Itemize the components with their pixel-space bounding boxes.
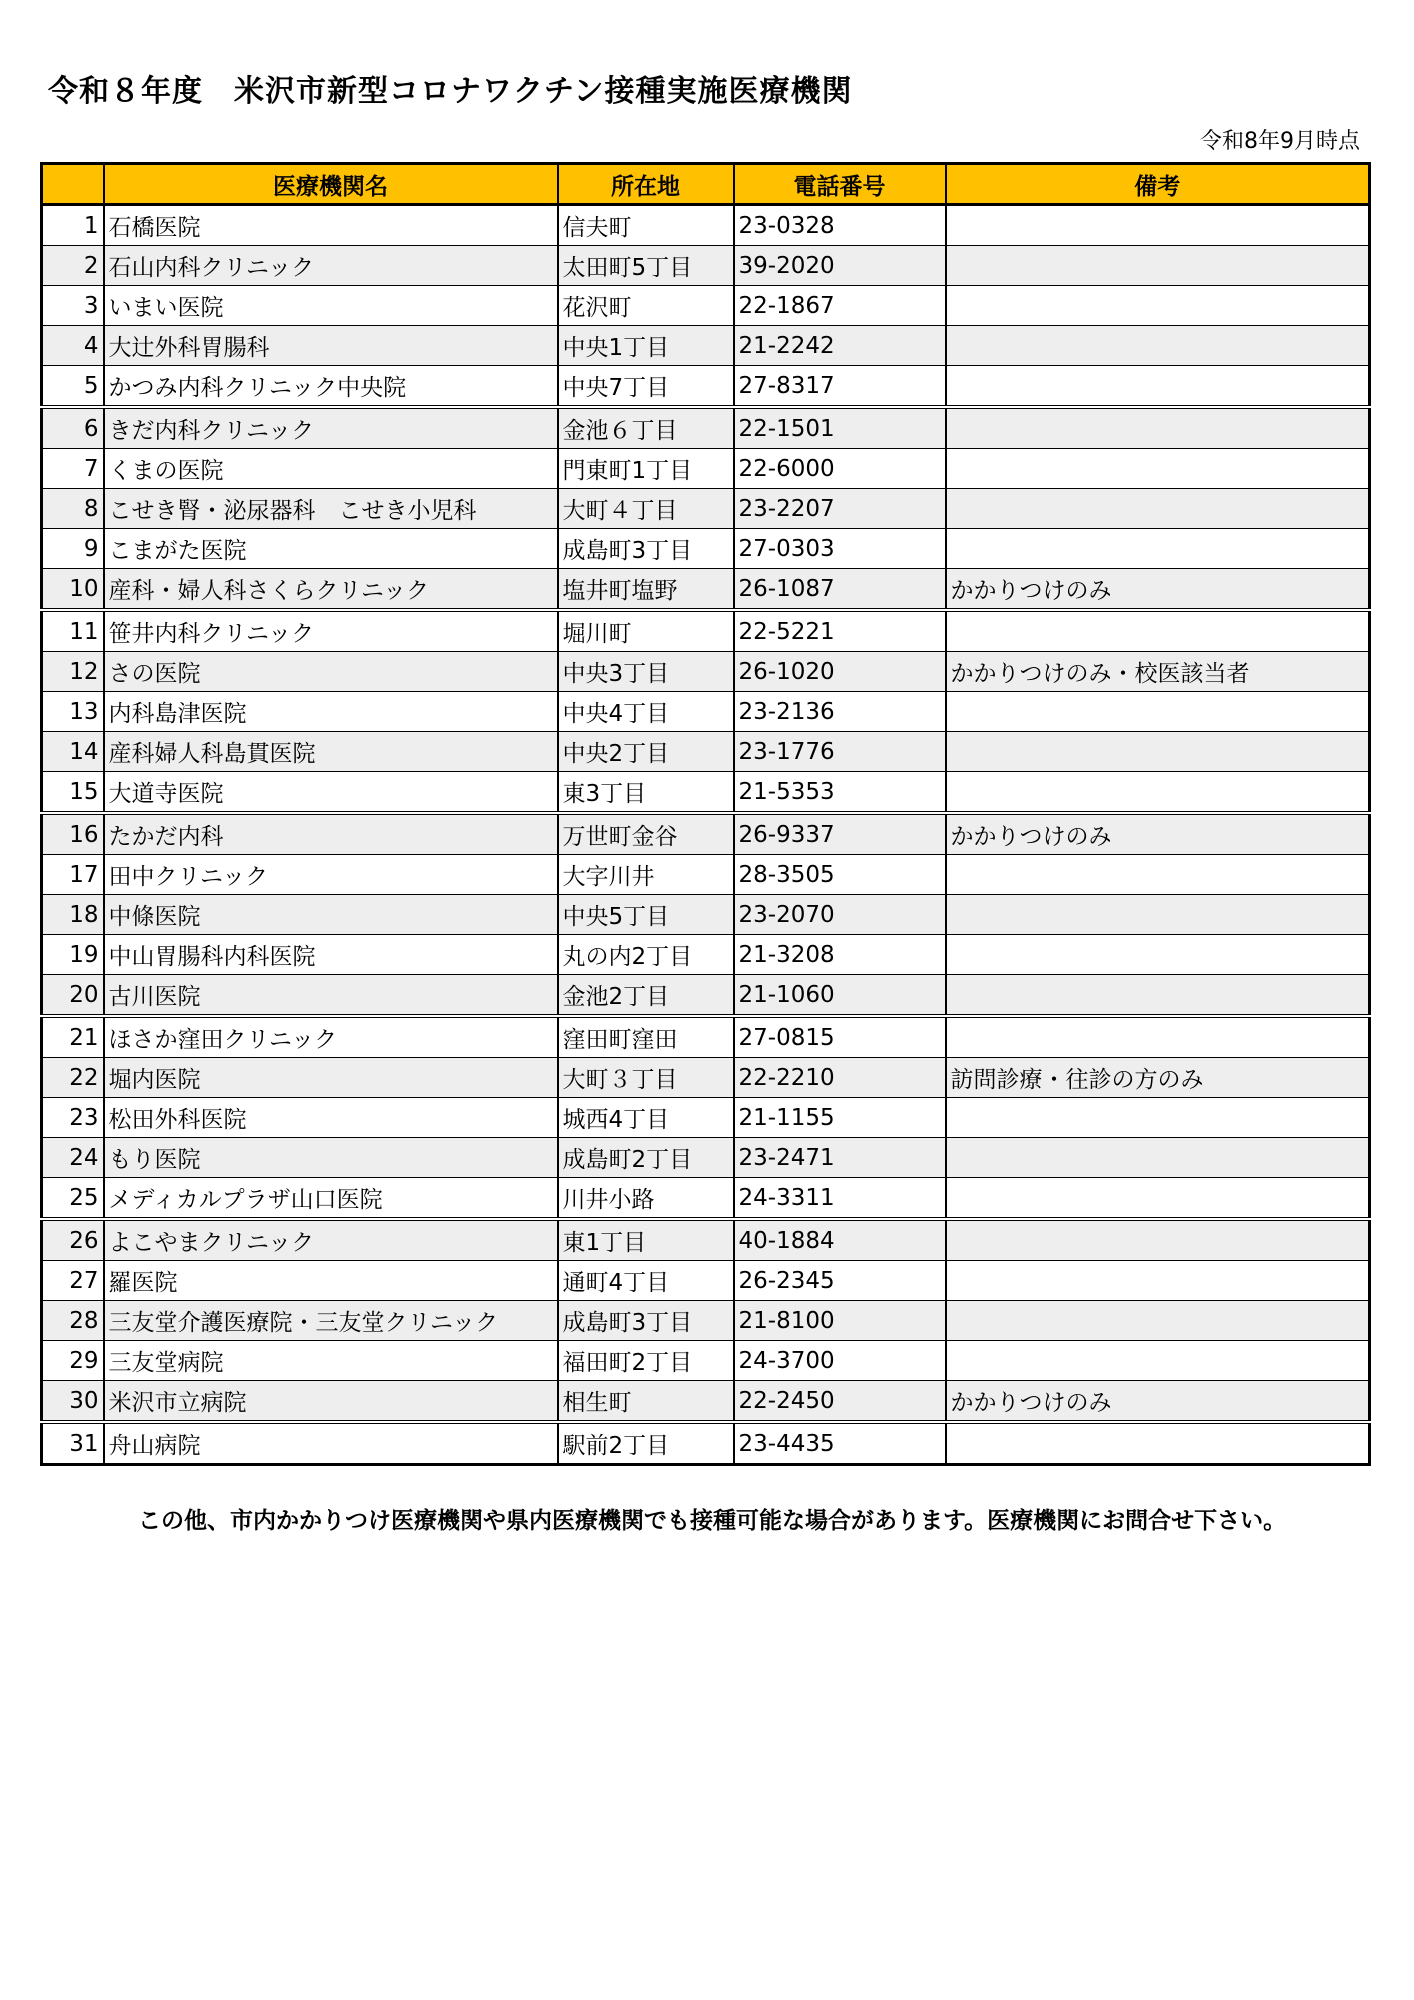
row-number: 18	[42, 895, 104, 935]
table-row	[42, 935, 1370, 975]
clinic-phone: 26-1087	[734, 569, 946, 611]
clinic-name: 米沢市立病院	[104, 1381, 558, 1423]
clinic-address: 川井小路	[558, 1178, 734, 1220]
clinic-name: 松田外科医院	[104, 1098, 558, 1138]
table-row	[42, 895, 1370, 935]
row-number: 22	[42, 1058, 104, 1098]
clinic-name: よこやまクリニック	[104, 1219, 558, 1261]
table-row	[42, 772, 1370, 814]
table-row	[42, 855, 1370, 895]
clinic-name: もり医院	[104, 1138, 558, 1178]
clinic-note	[946, 975, 1370, 1017]
clinic-phone: 21-1060	[734, 975, 946, 1017]
clinic-phone: 23-0328	[734, 205, 946, 246]
table-row	[42, 1381, 1370, 1423]
row-number: 29	[42, 1341, 104, 1381]
clinic-address: 駅前2丁目	[558, 1422, 734, 1465]
row-number: 30	[42, 1381, 104, 1423]
clinic-address: 中央2丁目	[558, 732, 734, 772]
clinic-note: かかりつけのみ	[946, 569, 1370, 611]
footnote: この他、市内かかりつけ医療機関や県内医療機関でも接種可能な場合があります。医療機関にお問合せ下さい。	[138, 1508, 1287, 1534]
clinic-note	[946, 246, 1370, 286]
clinic-phone: 24-3311	[734, 1178, 946, 1220]
clinic-phone: 21-2242	[734, 326, 946, 366]
clinic-phone: 24-3700	[734, 1341, 946, 1381]
clinic-name: 堀内医院	[104, 1058, 558, 1098]
table-row	[42, 1219, 1370, 1261]
clinic-name: メディカルプラザ山口医院	[104, 1178, 558, 1220]
clinic-phone: 27-0815	[734, 1016, 946, 1058]
clinic-name: こまがた医院	[104, 529, 558, 569]
table-row	[42, 407, 1370, 449]
clinic-name: くまの医院	[104, 449, 558, 489]
clinic-note	[946, 1341, 1370, 1381]
clinic-phone: 26-2345	[734, 1261, 946, 1301]
table-row	[42, 610, 1370, 652]
row-number: 31	[42, 1422, 104, 1465]
table-row	[42, 529, 1370, 569]
clinic-address: 相生町	[558, 1381, 734, 1423]
table-row	[42, 449, 1370, 489]
row-number: 19	[42, 935, 104, 975]
clinic-name: 三友堂病院	[104, 1341, 558, 1381]
clinic-note	[946, 205, 1370, 246]
clinic-address: 成島町3丁目	[558, 529, 734, 569]
clinic-note	[946, 449, 1370, 489]
table-row	[42, 975, 1370, 1017]
row-number: 9	[42, 529, 104, 569]
clinic-note	[946, 286, 1370, 326]
clinic-phone: 23-4435	[734, 1422, 946, 1465]
clinic-address: 堀川町	[558, 610, 734, 652]
table-row	[42, 286, 1370, 326]
clinic-address: 大町４丁目	[558, 489, 734, 529]
table-row	[42, 1341, 1370, 1381]
clinic-address: 東1丁目	[558, 1219, 734, 1261]
clinic-address: 中央1丁目	[558, 326, 734, 366]
clinic-address: 城西4丁目	[558, 1098, 734, 1138]
row-number: 8	[42, 489, 104, 529]
clinic-note	[946, 1422, 1370, 1465]
clinic-address: 窪田町窪田	[558, 1016, 734, 1058]
row-number: 15	[42, 772, 104, 814]
header-note: 備考	[946, 164, 1370, 205]
row-number: 2	[42, 246, 104, 286]
table-row	[42, 1261, 1370, 1301]
row-number: 26	[42, 1219, 104, 1261]
clinic-phone: 22-1867	[734, 286, 946, 326]
clinic-name: いまい医院	[104, 286, 558, 326]
page-title: 令和８年度 米沢市新型コロナワクチン接種実施医療機関	[48, 74, 853, 109]
clinic-name: 中山胃腸科内科医院	[104, 935, 558, 975]
clinic-address: 丸の内2丁目	[558, 935, 734, 975]
as-of-date: 令和8年9月時点	[1200, 129, 1360, 154]
row-number: 28	[42, 1301, 104, 1341]
table-row	[42, 692, 1370, 732]
clinic-name: きだ内科クリニック	[104, 407, 558, 449]
clinic-phone: 23-2471	[734, 1138, 946, 1178]
row-number: 21	[42, 1016, 104, 1058]
clinic-name: 内科島津医院	[104, 692, 558, 732]
clinic-address: 東3丁目	[558, 772, 734, 814]
table-header-row	[42, 164, 1370, 205]
clinic-phone: 22-6000	[734, 449, 946, 489]
clinic-name: 大辻外科胃腸科	[104, 326, 558, 366]
header-phone: 電話番号	[734, 164, 946, 205]
clinic-note	[946, 366, 1370, 408]
clinic-phone: 27-0303	[734, 529, 946, 569]
row-number: 3	[42, 286, 104, 326]
row-number: 11	[42, 610, 104, 652]
clinic-note	[946, 692, 1370, 732]
clinic-note	[946, 407, 1370, 449]
clinic-address: 太田町5丁目	[558, 246, 734, 286]
clinic-phone: 21-3208	[734, 935, 946, 975]
clinic-address: 福田町2丁目	[558, 1341, 734, 1381]
clinic-phone: 22-1501	[734, 407, 946, 449]
table-row	[42, 1016, 1370, 1058]
clinic-note	[946, 895, 1370, 935]
clinic-phone: 21-1155	[734, 1098, 946, 1138]
header-number	[42, 164, 104, 205]
row-number: 10	[42, 569, 104, 611]
clinic-address: 万世町金谷	[558, 813, 734, 855]
clinic-note: 訪問診療・往診の方のみ	[946, 1058, 1370, 1098]
row-number: 27	[42, 1261, 104, 1301]
clinic-table	[40, 162, 1371, 1466]
clinic-name: 舟山病院	[104, 1422, 558, 1465]
table-row	[42, 569, 1370, 611]
clinic-note	[946, 1138, 1370, 1178]
clinic-name: 古川医院	[104, 975, 558, 1017]
clinic-name: 産科・婦人科さくらクリニック	[104, 569, 558, 611]
clinic-phone: 27-8317	[734, 366, 946, 408]
row-number: 13	[42, 692, 104, 732]
row-number: 5	[42, 366, 104, 408]
clinic-name: 石山内科クリニック	[104, 246, 558, 286]
clinic-address: 中央7丁目	[558, 366, 734, 408]
clinic-phone: 26-9337	[734, 813, 946, 855]
table-row	[42, 205, 1370, 246]
clinic-note	[946, 610, 1370, 652]
row-number: 14	[42, 732, 104, 772]
clinic-name: ほさか窪田クリニック	[104, 1016, 558, 1058]
clinic-phone: 26-1020	[734, 652, 946, 692]
clinic-note	[946, 489, 1370, 529]
clinic-address: 成島町3丁目	[558, 1301, 734, 1341]
clinic-address: 通町4丁目	[558, 1261, 734, 1301]
row-number: 7	[42, 449, 104, 489]
clinic-note	[946, 529, 1370, 569]
clinic-name: 笹井内科クリニック	[104, 610, 558, 652]
table-row	[42, 1178, 1370, 1220]
row-number: 16	[42, 813, 104, 855]
clinic-address: 中央4丁目	[558, 692, 734, 732]
clinic-name: 羅医院	[104, 1261, 558, 1301]
table-row	[42, 326, 1370, 366]
clinic-address: 成島町2丁目	[558, 1138, 734, 1178]
clinic-address: 門東町1丁目	[558, 449, 734, 489]
table-row	[42, 1098, 1370, 1138]
clinic-phone: 40-1884	[734, 1219, 946, 1261]
row-number: 17	[42, 855, 104, 895]
clinic-name: こせき腎・泌尿器科 こせき小児科	[104, 489, 558, 529]
clinic-note: かかりつけのみ	[946, 1381, 1370, 1423]
clinic-phone: 22-2210	[734, 1058, 946, 1098]
table-body	[42, 205, 1370, 1465]
table-row	[42, 1138, 1370, 1178]
clinic-note	[946, 855, 1370, 895]
row-number: 24	[42, 1138, 104, 1178]
table-row	[42, 1058, 1370, 1098]
clinic-name: 三友堂介護医療院・三友堂クリニック	[104, 1301, 558, 1341]
table-row	[42, 489, 1370, 529]
table-row	[42, 1422, 1370, 1465]
row-number: 4	[42, 326, 104, 366]
table-row	[42, 732, 1370, 772]
clinic-note	[946, 935, 1370, 975]
clinic-phone: 39-2020	[734, 246, 946, 286]
row-number: 12	[42, 652, 104, 692]
clinic-address: 大町３丁目	[558, 1058, 734, 1098]
table-row	[42, 246, 1370, 286]
clinic-address: 塩井町塩野	[558, 569, 734, 611]
table-row	[42, 366, 1370, 408]
clinic-phone: 21-5353	[734, 772, 946, 814]
clinic-phone: 28-3505	[734, 855, 946, 895]
clinic-address: 中央3丁目	[558, 652, 734, 692]
clinic-phone: 23-2070	[734, 895, 946, 935]
row-number: 1	[42, 205, 104, 246]
clinic-address: 花沢町	[558, 286, 734, 326]
row-number: 20	[42, 975, 104, 1017]
clinic-note	[946, 732, 1370, 772]
table-row	[42, 1301, 1370, 1341]
clinic-name: たかだ内科	[104, 813, 558, 855]
clinic-note: かかりつけのみ・校医該当者	[946, 652, 1370, 692]
clinic-phone: 23-1776	[734, 732, 946, 772]
clinic-address: 中央5丁目	[558, 895, 734, 935]
clinic-phone: 22-5221	[734, 610, 946, 652]
clinic-note	[946, 1261, 1370, 1301]
table-row	[42, 813, 1370, 855]
clinic-address: 大字川井	[558, 855, 734, 895]
clinic-name: 田中クリニック	[104, 855, 558, 895]
clinic-note	[946, 1219, 1370, 1261]
header-address: 所在地	[558, 164, 734, 205]
clinic-phone: 23-2136	[734, 692, 946, 732]
clinic-note	[946, 772, 1370, 814]
clinic-phone: 21-8100	[734, 1301, 946, 1341]
clinic-note	[946, 1301, 1370, 1341]
clinic-note	[946, 1098, 1370, 1138]
clinic-address: 金池2丁目	[558, 975, 734, 1017]
row-number: 25	[42, 1178, 104, 1220]
clinic-phone: 22-2450	[734, 1381, 946, 1423]
clinic-name: 中條医院	[104, 895, 558, 935]
row-number: 23	[42, 1098, 104, 1138]
clinic-name: 石橋医院	[104, 205, 558, 246]
clinic-note	[946, 1016, 1370, 1058]
table-row	[42, 652, 1370, 692]
clinic-name: さの医院	[104, 652, 558, 692]
clinic-address: 金池６丁目	[558, 407, 734, 449]
clinic-note: かかりつけのみ	[946, 813, 1370, 855]
clinic-note	[946, 1178, 1370, 1220]
clinic-name: 産科婦人科島貫医院	[104, 732, 558, 772]
row-number: 6	[42, 407, 104, 449]
clinic-name: かつみ内科クリニック中央院	[104, 366, 558, 408]
header-name: 医療機関名	[104, 164, 558, 205]
clinic-note	[946, 326, 1370, 366]
clinic-address: 信夫町	[558, 205, 734, 246]
clinic-name: 大道寺医院	[104, 772, 558, 814]
clinic-phone: 23-2207	[734, 489, 946, 529]
